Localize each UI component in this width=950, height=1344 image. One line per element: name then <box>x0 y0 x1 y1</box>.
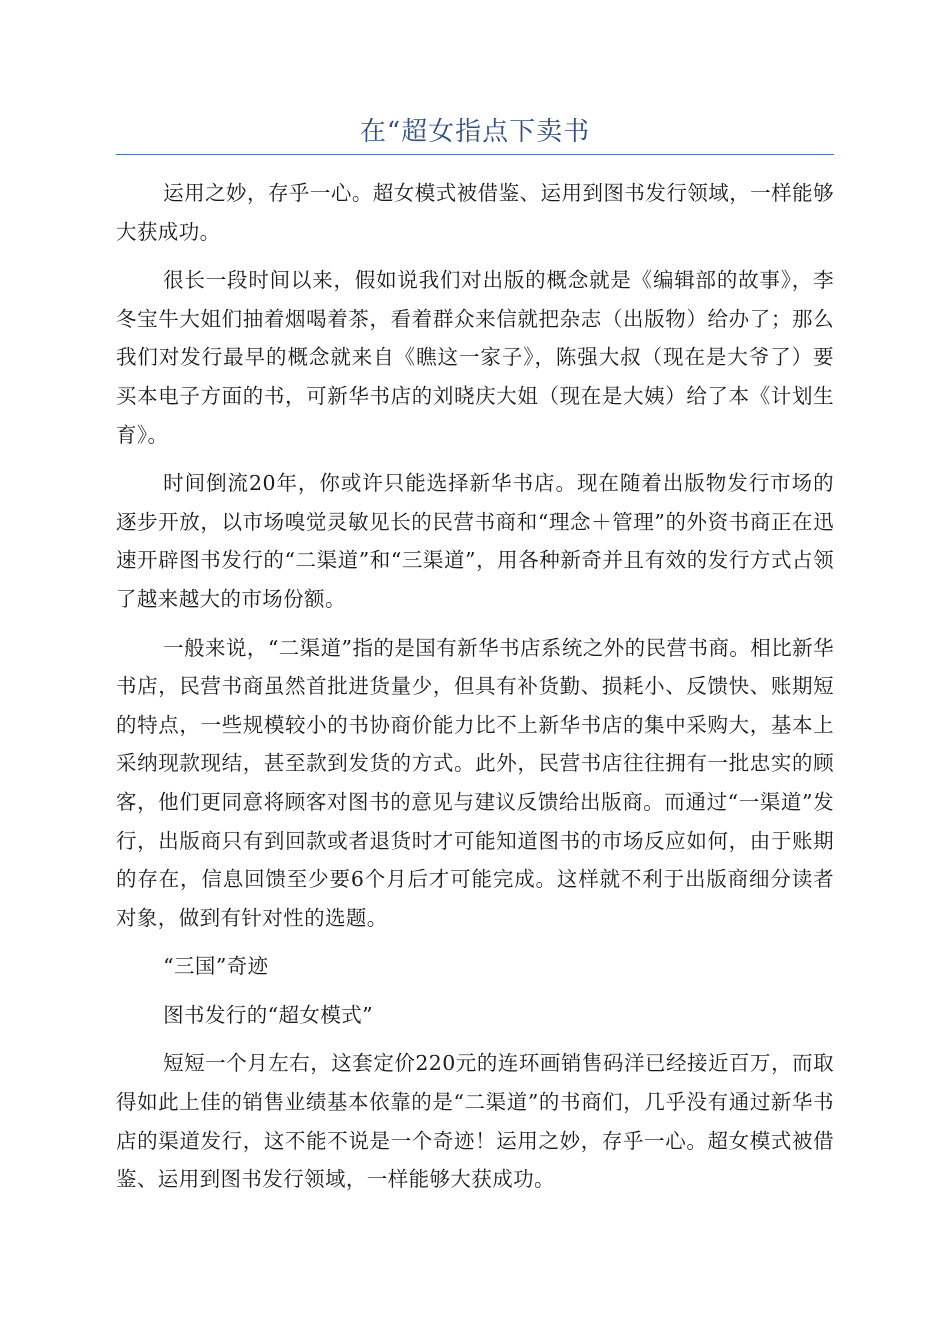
paragraph-history: 很长一段时间以来，假如说我们对出版的概念就是《编辑部的故事》，李冬宝牛大姐们抽着烟喝着茶，看着群众来信就把杂志（出版物）给办了；那么我们对发行最早的概念就来自《瞧这一家子》，陈强大叔（现在是大爷了）要买本电子方面的书，可新华书店的刘晓庆大姐（现在是大姨）给了本《计划生育》。 <box>116 268 834 447</box>
section-heading-super-girl-model: 图书发行的“超女模式” <box>163 1002 374 1027</box>
title-underline <box>116 154 834 155</box>
document-title: 在“超女指点下卖书 <box>359 117 591 147</box>
section-heading-three-kingdoms: “三国”奇迹 <box>163 954 269 979</box>
paragraph-market: 时间倒流20年，你或许只能选择新华书店。现在随着出版物发行市场的逐步开放，以市场嗅觉灵敏见长的民营书商和“理念＋管理”的外资书商正在迅速开辟图书发行的“二渠道”和“三渠道”，用各种新奇并且有效的发行方式占领了越来越大的市场份额。 <box>116 471 834 611</box>
paragraph-second-channel: 一般来说，“二渠道”指的是国有新华书店系统之外的民营书商。相比新华书店，民营书商虽然首批进货量少，但具有补货勤、损耗小、反馈快、账期短的特点，一些规模较小的书协商价能力比不上新华书店的集中采购大，基本上采纳现款现结，甚至款到发货的方式。此外，民营书店往往拥有一批忠实的顾客，他们更同意将顾客对图书的意见与建议反馈给出版商。而通过“一渠道”发行，出版商只有到回款或者退货时才可能知道图书的市场反应如何，由于账期的存在，信息回馈至少要6个月后才可能完成。这样就不利于出版商细分读者对象，做到有针对性的选题。 <box>116 635 834 930</box>
paragraph-conclusion: 短短一个月左右，这套定价220元的连环画销售码洋已经接近百万，而取得如此上佳的销售业绩基本依靠的是“二渠道”的书商们，几乎没有通过新华书店的渠道发行，这不能不说是一个奇迹！运用之妙，存乎一心。超女模式被借鉴、运用到图书发行领域，一样能够大获成功。 <box>116 1051 834 1192</box>
document-body <box>116 174 834 1199</box>
paragraph-intro: 运用之妙，存乎一心。超女模式被借鉴、运用到图书发行领域，一样能够大获成功。 <box>116 181 834 244</box>
